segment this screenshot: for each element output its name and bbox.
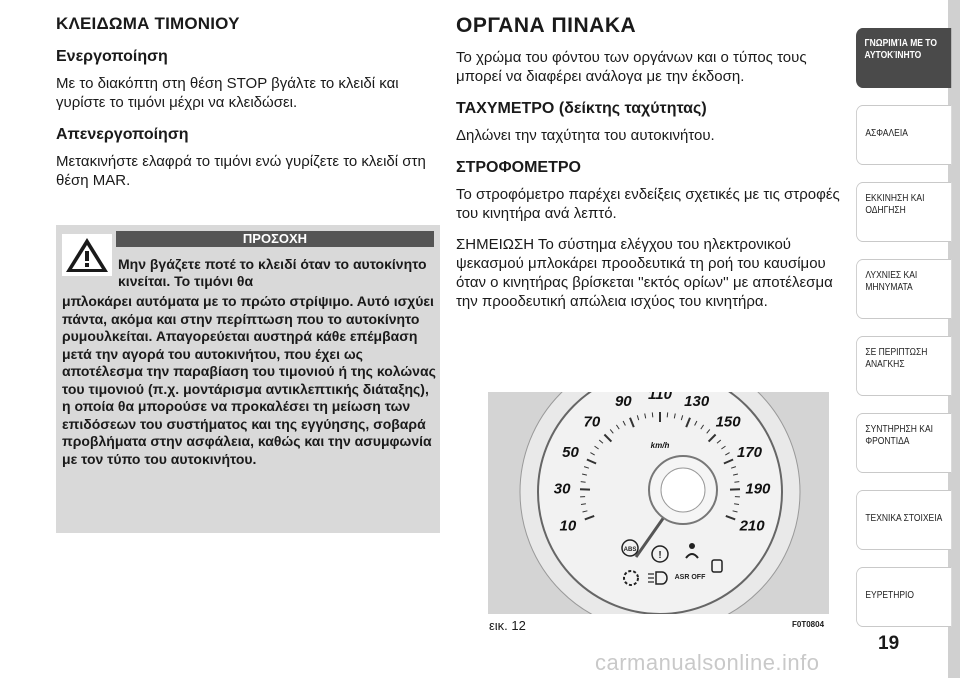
- warning-body: μπλοκάρει αυτόματα με το πρώτο στρίψιμο. Αυτό ισχύει πάντα, ακόμα και στην περίπτωση που το αυτοκίνητο ρυμουλκείται. Απαγορεύεται αυστηρά κάθε επέμβαση μετά την αγορά του αυτοκινήτου, που έχει ως αποτέλεσμα την παραβίαση του τιμονιού ή της κολώνας του τιμονιού (π.χ. μοντάρισμα αντικλεπτικής διάταξης), η οποία θα μπορούσε να προκαλέσει τη μείωση των επιδόσεων του συστήματος και της εγγύησης, σοβαρά προβλήματα στην ασφάλεια, καθώς και την ασυμφωνία με τον τύπο του αυτοκινήτου.: [62, 293, 436, 467]
- tachometer-text: Το στροφόμετρο παρέχει ενδείξεις σχετικές με τις στροφές του κινητήρα ανά λεπτό.: [456, 186, 840, 222]
- scale-label: 50: [562, 444, 579, 462]
- deactivation-text: Μετακινήστε ελαφρά το τιμόνι ενώ γυρίζετε το κλειδί στη θέση MAR.: [56, 153, 426, 189]
- unit-label: km/h: [650, 441, 670, 450]
- abs-label: ABS: [623, 547, 637, 553]
- speedometer-illustration: [488, 392, 829, 614]
- svg-text:!: !: [658, 550, 662, 561]
- scale-label: 70: [583, 413, 601, 431]
- scale-label: 10: [559, 517, 577, 535]
- steering-lock-heading: ΚΛΕΙΔΩΜΑ ΤΙΜΟΝΙΟΥ: [56, 14, 240, 33]
- figure-code: F0T0804: [792, 620, 825, 629]
- tab-maintenance-care[interactable]: ΣΥΝΤΗΡΗΣΗ ΚΑΙ ΦΡΟΝΤΙΔΑ: [856, 413, 951, 473]
- warning-triangle-icon: [62, 234, 112, 276]
- page-number: 19: [878, 633, 900, 654]
- tab-lamps-messages[interactable]: ΛΥΧΝΙΕΣ ΚΑΙ ΜΗΝΥΜΑΤΑ: [856, 259, 951, 319]
- scale-label: 90: [614, 393, 632, 411]
- instruments-intro: Το χρώμα του φόντου των οργάνων και ο τύπος τους μπορεί να διαφέρει ανάλογα με την έκδοση.: [456, 49, 807, 85]
- tab-technical-data[interactable]: ΤΕΧΝΙΚΑ ΣΤΟΙΧΕΙΑ: [856, 490, 951, 550]
- scale-label: 210: [739, 517, 765, 535]
- activation-text: Με το διακόπτη στη θέση STOP βγάλτε το κλειδί και γυρίστε το τιμόνι μέχρι να κλειδώσει.: [56, 75, 399, 111]
- tab-getting-to-know-car[interactable]: ΓΝΩΡΙΜΊΑ ΜΕ ΤΟ ΑΥΤΟΚΊΝΗΤΟ: [856, 28, 951, 88]
- tab-starting-driving[interactable]: ΕΚΚΙΝΗΣΗ ΚΑΙ ΟΔΗΓΗΣΗ: [856, 182, 951, 242]
- section-tabs: [856, 28, 952, 644]
- tab-emergency[interactable]: ΣΕ ΠΕΡΙΠΤΩΣΗ ΑΝΑΓΚΗΣ: [856, 336, 951, 396]
- scale-label: 110: [648, 392, 672, 403]
- tab-index[interactable]: ΕΥΡΕΤΗΡΙΟ: [856, 567, 951, 627]
- scale-tick: [652, 412, 653, 417]
- scale-label: 170: [736, 444, 763, 462]
- speedometer-title: ΤΑΧΥΜΕΤΡΟ (δείκτης ταχύτητας): [456, 100, 707, 117]
- note-text: ΣΗΜΕΙΩΣΗ Το σύστημα ελέγχου του ηλεκτρονικού ψεκασμού μπλοκάρει προοδευτικά τη ροή του καυσίμου όταν ο κινητήρας βρίσκεται ''εκτός ορίων'' με αποτέλεσμα την προοδευτική απώλεια ισχύος του κινητήρα.: [456, 236, 833, 310]
- figure-caption: εικ. 12: [489, 618, 526, 633]
- scale-tick: [581, 482, 586, 483]
- tachometer-title: ΣΤΡΟΦΟΜΕΤΡΟ: [456, 159, 581, 176]
- activation-title: Ενεργοποίηση: [56, 48, 168, 65]
- scale-label: 150: [715, 413, 741, 431]
- speedometer-text: Δηλώνει την ταχύτητα του αυτοκινήτου.: [456, 127, 715, 144]
- scale-label: 30: [553, 480, 571, 498]
- scale-label: 190: [745, 480, 771, 498]
- left-column: [56, 14, 440, 198]
- watermark-text: carmanualsonline.info: [595, 650, 820, 675]
- asr-off-label: ASR OFF: [674, 574, 706, 581]
- instruments-heading: ΟΡΓΑΝΑ ΠΙΝΑΚΑ: [456, 14, 637, 37]
- right-column: [456, 14, 844, 319]
- scale-label: 130: [684, 393, 710, 411]
- tab-safety[interactable]: ΑΣΦΑΛΕΙΑ: [856, 105, 951, 165]
- scale-tick: [667, 412, 668, 417]
- warning-title: ΠΡΟΣΟΧΗ: [116, 231, 434, 247]
- warning-lead: Μην βγάζετε ποτέ το κλειδί όταν το αυτοκίνητο κινείται. Το τιμόνι θα: [118, 256, 427, 289]
- speedometer-figure: [488, 392, 829, 614]
- scale-tick: [734, 482, 739, 483]
- deactivation-title: Απενεργοποίηση: [56, 126, 189, 143]
